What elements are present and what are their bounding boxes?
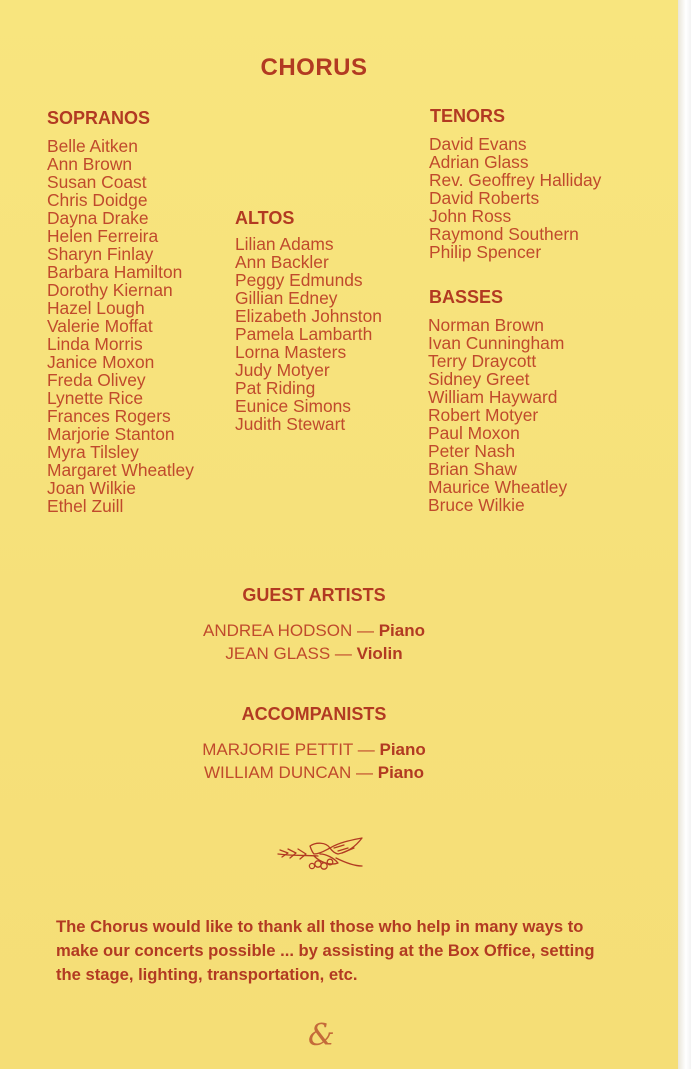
- basses-member: Terry Draycott: [428, 351, 537, 371]
- page-edge: [678, 0, 691, 1069]
- altos-heading: ALTOS: [235, 208, 295, 228]
- basses-member: Peter Nash: [428, 441, 515, 461]
- guest-artist-role: Piano: [378, 621, 425, 640]
- tenors-list: [429, 135, 601, 261]
- tenors-member: Philip Spencer: [429, 242, 542, 262]
- tenors-heading: TENORS: [430, 106, 506, 126]
- tenors-member: Raymond Southern: [429, 224, 579, 244]
- altos-member: Eunice Simons: [235, 396, 351, 416]
- thanks-note: The Chorus would like to thank all those who help in many ways to make our concerts possible ... by assisting at the Box Office, setting the stage, lighting, transportation, etc.: [56, 917, 595, 984]
- sopranos-member: Chris Doidge: [47, 190, 148, 210]
- basses-member: Paul Moxon: [428, 423, 520, 443]
- altos-member: Lorna Masters: [235, 342, 347, 362]
- guest-artist-name: ANDREA HODSON —: [202, 621, 374, 640]
- tenors-member: John Ross: [429, 206, 512, 226]
- sopranos-member: Janice Moxon: [47, 352, 155, 372]
- basses-member: Bruce Wilkie: [428, 495, 525, 515]
- page-title: CHORUS: [260, 54, 368, 81]
- altos-member: Judy Motyer: [235, 360, 330, 380]
- accompanists-heading: ACCOMPANISTS: [241, 704, 387, 724]
- basses-member: Maurice Wheatley: [428, 477, 568, 497]
- accompanist-name: WILLIAM DUNCAN —: [203, 763, 374, 782]
- guest-artist-line: [0, 644, 628, 664]
- guest-artists-heading: GUEST ARTISTS: [242, 585, 386, 605]
- accompanist-line: [0, 763, 628, 783]
- sopranos-member: Freda Olivey: [47, 370, 146, 390]
- tenors-member: David Evans: [429, 134, 527, 154]
- basses-member: Norman Brown: [428, 315, 544, 335]
- monogram-logo: &: [308, 1018, 335, 1053]
- sopranos-member: Margaret Wheatley: [47, 460, 194, 480]
- sopranos-member: Helen Ferreira: [47, 226, 159, 246]
- basses-member: Sidney Greet: [428, 369, 530, 389]
- sopranos-member: Ann Brown: [47, 154, 133, 174]
- accompanist-name: MARJORIE PETTIT —: [202, 740, 375, 759]
- sopranos-member: Sharyn Finlay: [47, 244, 154, 264]
- sopranos-member: Marjorie Stanton: [47, 424, 175, 444]
- guest-artist-role: Violin: [356, 644, 403, 663]
- altos-member: Pamela Lambarth: [235, 324, 373, 344]
- tenors-member: Adrian Glass: [429, 152, 529, 172]
- basses-heading: BASSES: [429, 287, 504, 307]
- altos-member: Peggy Edmunds: [235, 270, 363, 290]
- altos-list: [235, 235, 382, 433]
- guest-artist-name: JEAN GLASS —: [225, 644, 352, 663]
- altos-member: Judith Stewart: [235, 414, 346, 434]
- guest-artist-line: [0, 621, 628, 641]
- sopranos-member: Ethel Zuill: [47, 496, 124, 516]
- altos-member: Lilian Adams: [235, 234, 334, 254]
- tenors-member: David Roberts: [429, 188, 540, 208]
- altos-member: Pat Riding: [235, 378, 316, 398]
- sopranos-member: Joan Wilkie: [47, 478, 136, 498]
- accompanist-role: Piano: [379, 740, 426, 759]
- sopranos-member: Belle Aitken: [47, 136, 138, 156]
- basses-list: [428, 316, 567, 514]
- sopranos-member: Lynette Rice: [47, 388, 144, 408]
- sopranos-member: Myra Tilsley: [47, 442, 139, 462]
- tenors-member: Rev. Geoffrey Halliday: [429, 170, 602, 190]
- accompanist-line: [0, 740, 628, 760]
- holly-sprig-icon: [274, 836, 366, 876]
- sopranos-member: Susan Coast: [47, 172, 147, 192]
- basses-member: Ivan Cunningham: [428, 333, 565, 353]
- sopranos-member: Dayna Drake: [47, 208, 149, 228]
- altos-member: Ann Backler: [235, 252, 329, 272]
- basses-member: Brian Shaw: [428, 459, 517, 479]
- sopranos-heading: SOPRANOS: [47, 108, 151, 128]
- sopranos-member: Valerie Moffat: [47, 316, 153, 336]
- sopranos-member: Dorothy Kiernan: [47, 280, 173, 300]
- sopranos-member: Frances Rogers: [47, 406, 171, 426]
- sopranos-list: [47, 137, 194, 515]
- sopranos-member: Hazel Lough: [47, 298, 145, 318]
- altos-member: Elizabeth Johnston: [235, 306, 382, 326]
- basses-member: William Hayward: [428, 387, 558, 407]
- sopranos-member: Barbara Hamilton: [47, 262, 183, 282]
- altos-member: Gillian Edney: [235, 288, 338, 308]
- basses-member: Robert Motyer: [428, 405, 539, 425]
- accompanist-role: Piano: [377, 763, 425, 782]
- sopranos-member: Linda Morris: [47, 334, 143, 354]
